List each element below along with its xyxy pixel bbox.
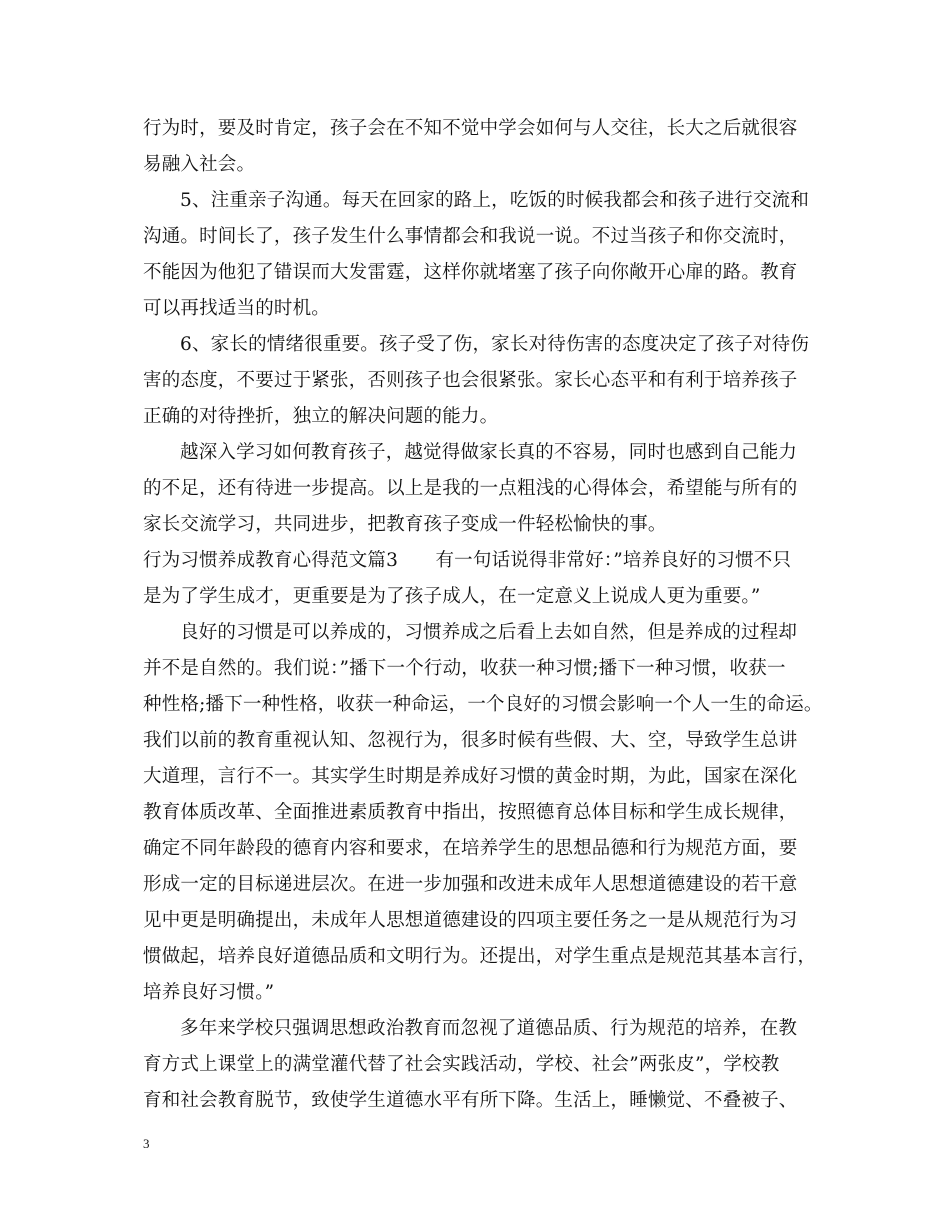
text-line: 见中更是明确提出，未成年人思想道德建设的四项主要任务之一是从规范行为习 [143,910,798,931]
text-line: 惯做起，培养良好道德品质和文明行为。还提出，对学生重点是规范其基本言行， [143,946,817,967]
text-line: 育和社会教育脱节，致使学生道德水平有所下降。生活上，睡懒觉、不叠被子、 [143,1090,798,1111]
text-line: 我们以前的教育重视认知、忽视行为，很多时候有些假、大、空，导致学生总讲 [143,730,798,751]
text-line: 害的态度，不要过于紧张，否则孩子也会很紧张。家长心态平和有利于培养孩子 [143,370,798,391]
text-line: 越深入学习如何教育孩子，越觉得做家长真的不容易，同时也感到自己能力 [180,442,798,463]
text-line: 并不是自然的。我们说：”播下一个行动，收获一种习惯;播下一种习惯，收获一 [143,658,786,679]
text-line: 良好的习惯是可以养成的，习惯养成之后看上去如自然，但是养成的过程却 [180,622,798,643]
text-line: 多年来学校只强调思想政治教育而忽视了道德品质、行为规范的培养，在教 [180,1018,798,1039]
text-line: 6、家长的情绪很重要。孩子受了伤，家长对待伤害的态度决定了孩子对待伤 [180,334,810,355]
text-line: 家长交流学习，共同进步，把教育孩子变成一件轻松愉快的事。 [143,514,667,535]
text-line: 不能因为他犯了错误而大发雷霆，这样你就堵塞了孩子向你敞开心扉的路。教育 [143,262,798,283]
text-line: 5、注重亲子沟通。每天在回家的路上，吃饭的时候我都会和孩子进行交流和 [180,190,810,211]
text-line: 培养良好习惯。” [143,982,275,1003]
text-line: 易融入社会。 [143,154,256,175]
text-line: 大道理，言行不一。其实学生时期是养成好习惯的黄金时期，为此，国家在深化 [143,766,798,787]
text-line: 可以再找适当的时机。 [143,298,331,319]
text-line: 形成一定的目标递进层次。在进一步加强和改进未成年人思想道德建设的若干意 [143,874,798,895]
text-line: 确定不同年龄段的德育内容和要求，在培养学生的思想品德和行为规范方面，要 [143,838,798,859]
text-line: 教育体质改革、全面推进素质教育中指出，按照德育总体目标和学生成长规律， [143,802,798,823]
text-line: 育方式上课堂上的满堂灌代替了社会实践活动，学校、社会”两张皮”，学校教 [143,1054,780,1075]
text-line: 种性格;播下一种性格，收获一种命运，一个良好的习惯会影响一个人一生的命运。 [143,694,823,715]
page-number: 3 [143,1136,150,1151]
text-line: 行为时，要及时肯定，孩子会在不知不觉中学会如何与人交往，长大之后就很容 [143,118,798,139]
section-heading-line: 行为习惯养成教育心得范文篇3 有一句话说得非常好：”培养良好的习惯不只 [143,550,792,571]
text-line: 的不足，还有待进一步提高。以上是我的一点粗浅的心得体会，希望能与所有的 [143,478,798,499]
text-line: 正确的对待挫折，独立的解决问题的能力。 [143,406,499,427]
text-line: 是为了学生成才，更重要是为了孩子成人，在一定意义上说成人更为重要。” [143,586,761,607]
text-line: 沟通。时间长了，孩子发生什么事情都会和我说一说。不过当孩子和你交流时， [143,226,798,247]
